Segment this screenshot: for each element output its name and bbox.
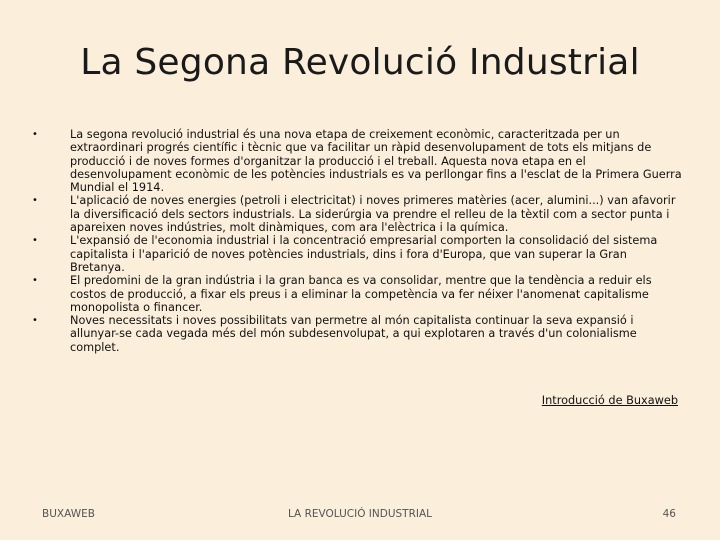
- bullet-item: [32, 274, 682, 314]
- bullet-item: [32, 128, 682, 194]
- bullet-item: [32, 234, 682, 274]
- source-link-row: [460, 394, 678, 407]
- source-link[interactable]: Introducció de Buxaweb: [541, 394, 678, 407]
- bullet-list: [32, 128, 682, 354]
- bullet-dot-icon: •: [32, 315, 38, 327]
- footer-left: BUXAWEB: [42, 508, 95, 520]
- bullet-dot-icon: •: [32, 275, 38, 287]
- bullet-dot-icon: •: [32, 235, 38, 247]
- bullet-text: El predomini de la gran indústria i la gran banca es va consolidar, mentre que la tendència a reduir els costos de producció, a fixar els preus i a eliminar la competència va fer néixer l'anomenat capitalisme monopolista o financer.: [70, 274, 652, 314]
- slide-title: La Segona Revolució Industrial: [80, 42, 640, 83]
- page-number: 46: [662, 508, 676, 520]
- footer-center: LA REVOLUCIÓ INDUSTRIAL: [287, 508, 433, 520]
- bullet-dot-icon: •: [32, 129, 38, 140]
- bullet-text: La segona revolució industrial és una nova etapa de creixement econòmic, caracteritzada per un extraordinari progrés científic i tècnic que va facilitar un ràpid desenvolupament de tots els mitjans de producció i de noves formes d'organitzar la producció i el treball. Aquesta nova etapa en el desenvolupament econòmic de les potències industrials es va perllongar fins a l'esclat de la Primera Guerra Mundial el 1914.: [70, 128, 682, 195]
- bullet-text: L'expansió de l'economia industrial i la concentració empresarial comporten la consolidació del sistema capitalista i l'aparició de noves potències industrials, dins i fora d'Europa, que van superar la Gran Bretanya.: [70, 234, 658, 274]
- bullet-dot-icon: •: [32, 195, 38, 207]
- bullet-text: L'aplicació de noves energies (petroli i electricitat) i noves primeres matèries (acer, alumini...) van afavorir la diversificació dels sectors industrials. La siderúrgia va prendre el relleu de la tèxtil com a sector punta i apareixen noves indústries, molt dinàmiques, com ara l'elèctrica i la química.: [70, 194, 676, 235]
- bullet-item: [32, 314, 682, 354]
- bullet-item: [32, 194, 682, 234]
- bullet-text: Noves necessitats i noves possibilitats van permetre al món capitalista continuar la seva expansió i allunyar-se cada vegada més del món subdesenvolupat, a qui explotaren a través d'un colonialisme complet.: [70, 314, 637, 354]
